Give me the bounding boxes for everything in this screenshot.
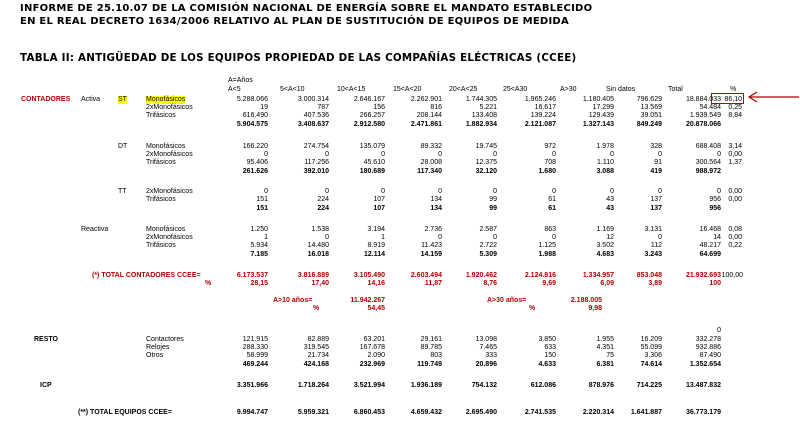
table-cell: 616.490 [242, 112, 268, 119]
table-cell: 300.564 [695, 159, 721, 166]
table-cell: 9,69 [542, 280, 556, 287]
table-cell: 2.695.490 [465, 409, 497, 416]
table-cell: 139.224 [530, 112, 556, 119]
table-cell: 878.976 [588, 382, 614, 389]
table-cell: 3,14 [728, 143, 742, 150]
table-cell: 17,40 [311, 280, 329, 287]
table-cell: 13.487.832 [685, 382, 721, 389]
row-label: Relojes [146, 344, 170, 351]
table-cell: 266.257 [359, 112, 385, 119]
table-cell: 167.678 [359, 344, 385, 351]
table-cell: 3.408.637 [297, 121, 329, 128]
table-cell: 39.051 [640, 112, 662, 119]
summary-label: A>10 años= [273, 297, 313, 304]
table-cell: 3.243 [644, 251, 662, 258]
table-cell: 5.288.066 [236, 96, 268, 103]
row-label: Monofásicos [146, 143, 186, 150]
table-cell: 0 [658, 151, 662, 158]
table-cell: 419 [650, 168, 662, 175]
table-cell: 117.256 [304, 159, 329, 166]
table-cell: 107 [373, 205, 385, 212]
row-label: Trifásicos [146, 242, 176, 249]
table-cell: 2.646.167 [353, 96, 385, 103]
table-cell: 0 [438, 151, 442, 158]
table-cell: 1.334.957 [582, 272, 614, 279]
table-cell: 2.741.535 [524, 409, 556, 416]
table-cell: 1 [264, 234, 268, 241]
table-cell: 3.194 [367, 226, 385, 233]
table-cell: 1.955 [596, 336, 614, 343]
summary-value: 9,98 [588, 305, 602, 312]
row-label: Monofásicos [146, 96, 186, 103]
table-cell: 932.886 [695, 344, 721, 351]
table-cell: 328 [650, 143, 662, 150]
column-caption: A=Años [228, 77, 253, 84]
table-cell: 5.309 [479, 251, 497, 258]
table-cell: 14.480 [307, 242, 329, 249]
table-cell: 4.659.432 [410, 409, 442, 416]
column-header: A<5 [228, 86, 241, 93]
table-cell: 21.932.693 [685, 272, 721, 279]
table-cell: 6.173.537 [236, 272, 268, 279]
table-cell: 988.972 [695, 168, 721, 175]
table-cell: 0 [493, 188, 497, 195]
table-cell: 5.904.575 [236, 121, 268, 128]
table-cell: 112 [650, 242, 662, 249]
table-cell: 0 [325, 151, 329, 158]
table-cell: 135.079 [359, 143, 385, 150]
table-cell: 13.098 [475, 336, 497, 343]
table-cell: 3,89 [648, 280, 662, 287]
table-cell: 19.745 [475, 143, 497, 150]
row-label: Trifásicos [146, 112, 176, 119]
table-cell: 3.850 [538, 336, 556, 343]
table-cell: 16.617 [534, 104, 556, 111]
total-equipos-label: (**) TOTAL EQUIPOS CCEE= [78, 409, 172, 416]
table-cell: 29.161 [420, 336, 442, 343]
table-cell: 151 [256, 196, 268, 203]
table-cell: 74.614 [640, 361, 662, 368]
table-cell: 274.754 [303, 143, 329, 150]
section-label-activa: Activa [81, 96, 101, 103]
column-header: 5<A<10 [280, 86, 305, 93]
table-cell: 18.884.033 [685, 96, 721, 103]
row-label: Contactores [146, 336, 184, 343]
table-cell: 849.249 [636, 121, 662, 128]
table-cell: 45.610 [363, 159, 385, 166]
table-cell: 5.934 [250, 242, 268, 249]
table-cell: 224 [317, 205, 329, 212]
table-cell: 43 [606, 205, 614, 212]
row-label: 2xMonofásicos [146, 188, 193, 195]
table-cell: 0 [325, 234, 329, 241]
table-cell: 0 [552, 188, 556, 195]
table-cell: 1.939.549 [689, 112, 721, 119]
table-cell: 469.244 [242, 361, 268, 368]
table-cell: 0,25 [728, 104, 742, 111]
table-cell: 1.718.264 [297, 382, 329, 389]
table-cell: 0 [610, 151, 614, 158]
table-cell: 2.912.580 [353, 121, 385, 128]
table-cell: 20.896 [475, 361, 497, 368]
table-cell: 1.352.654 [689, 361, 721, 368]
row-label: Monofásicos [146, 226, 186, 233]
table-cell: 633 [544, 344, 556, 351]
table-cell: 12.375 [475, 159, 497, 166]
section-label-contadores: CONTADORES [21, 96, 71, 103]
table-cell: 2.124.816 [524, 272, 556, 279]
table-cell: 688.408 [695, 143, 721, 150]
table-cell: 3.131 [644, 226, 662, 233]
table-cell: 2.587 [479, 226, 497, 233]
pct-label: % [529, 305, 536, 312]
table-cell: 0 [658, 234, 662, 241]
column-header: % [730, 86, 737, 93]
table-cell: 1.250 [250, 226, 268, 233]
table-cell: 816 [430, 104, 442, 111]
table-cell: 1.327.143 [582, 121, 614, 128]
summary-value: 54,45 [367, 305, 385, 312]
group-label-dt: DT [118, 143, 128, 150]
table-cell: 2.603.494 [410, 272, 442, 279]
table-cell: 89.785 [420, 344, 442, 351]
table-cell: 156 [373, 104, 385, 111]
table-cell: 107 [373, 196, 385, 203]
table-cell: 16.209 [640, 336, 662, 343]
table-cell: 55.099 [640, 344, 662, 351]
table-cell: 28.008 [420, 159, 442, 166]
table-cell: 0 [658, 188, 662, 195]
row-label: Otros [146, 352, 164, 359]
table-cell: 1.680 [538, 168, 556, 175]
table-cell: 137 [650, 196, 662, 203]
table-cell: 1,37 [728, 159, 742, 166]
table-cell: 8.919 [367, 242, 385, 249]
table-cell: 63.201 [363, 336, 385, 343]
table-cell: 1.978 [596, 143, 614, 150]
table-cell: 99 [489, 205, 497, 212]
table-cell: 1.744.305 [465, 96, 497, 103]
table-cell: 956 [709, 205, 721, 212]
table-cell: 3.000.314 [297, 96, 329, 103]
table-cell: 803 [430, 352, 442, 359]
table-cell: 2.220.314 [582, 409, 614, 416]
report-heading-line-1: INFORME DE 25.10.07 DE LA COMISIÓN NACIONAL DE ENERGÍA SOBRE EL MANDATO ESTABLECIDO [20, 3, 593, 14]
table-cell: 407.536 [303, 112, 329, 119]
table-cell: 261.626 [242, 168, 268, 175]
table-cell: 0 [381, 188, 385, 195]
table-cell: 2.090 [367, 352, 385, 359]
table-cell: 2.722 [479, 242, 497, 249]
table-cell: 319.545 [303, 344, 329, 351]
table-cell: 2.262.901 [410, 96, 442, 103]
table-cell: 129.439 [588, 112, 614, 119]
highlight-box [711, 93, 744, 104]
table-cell: 0 [381, 151, 385, 158]
table-cell: 0,00 [728, 196, 742, 203]
table-cell: 14 [713, 234, 721, 241]
table-cell: 19 [260, 104, 268, 111]
table-cell: 3.351.966 [236, 382, 268, 389]
table-cell: 99 [489, 196, 497, 203]
table-cell: 100,00 [721, 272, 743, 279]
table-cell: 6.381 [596, 361, 614, 368]
table-cell: 333 [485, 352, 497, 359]
table-cell: 714.225 [636, 382, 662, 389]
table-cell: 16.018 [307, 251, 329, 258]
table-title: TABLA II: ANTIGÜEDAD DE LOS EQUIPOS PROPIEDAD DE LAS COMPAÑÍAS ELÉCTRICAS (CCEE) [20, 52, 577, 64]
table-cell: 61 [548, 205, 556, 212]
table-cell: 54.484 [699, 104, 721, 111]
row-label: Trifásicos [146, 196, 176, 203]
group-label-tt: TT [118, 188, 127, 195]
table-cell: 3.521.994 [353, 382, 385, 389]
table-cell: 48.217 [699, 242, 721, 249]
table-cell: 1.169 [596, 226, 614, 233]
table-cell: 61 [548, 196, 556, 203]
table-cell: 1.920.462 [465, 272, 497, 279]
table-cell: 863 [544, 226, 556, 233]
table-cell: 16.468 [699, 226, 721, 233]
table-cell: 0,00 [728, 234, 742, 241]
table-cell: 3.306 [644, 352, 662, 359]
pct-label: % [313, 305, 320, 312]
arrow-left-icon [746, 91, 800, 103]
table-cell: 972 [544, 143, 556, 150]
row-label: 2xMonofásicos [146, 104, 193, 111]
table-cell: 11,87 [424, 280, 442, 287]
table-cell: 119.749 [417, 361, 442, 368]
table-cell: 224 [317, 196, 329, 203]
table-cell: 21.734 [307, 352, 329, 359]
table-cell: 3.816.889 [297, 272, 329, 279]
table-cell: 14,16 [367, 280, 385, 287]
table-cell: 1.110 [597, 159, 614, 166]
summary-label: A>30 años= [487, 297, 527, 304]
table-cell: 86,10 [724, 96, 742, 103]
table-cell: 2.736 [424, 226, 442, 233]
table-cell: 32.120 [475, 168, 497, 175]
table-cell: 87.490 [699, 352, 721, 359]
table-cell: 1.965.246 [524, 96, 556, 103]
table-cell: 36.773.179 [685, 409, 721, 416]
table-cell: 4.633 [538, 361, 556, 368]
table-cell: 2.121.087 [524, 121, 556, 128]
group-label-st: ST [118, 96, 127, 103]
table-cell: 1.180.405 [582, 96, 614, 103]
table-cell: 100 [709, 280, 721, 287]
table-cell: 9.994.747 [236, 409, 268, 416]
table-cell: 956 [709, 196, 721, 203]
summary-value: 11.942.267 [350, 297, 385, 304]
table-cell: 4.351 [596, 344, 614, 351]
table-cell: 133.408 [471, 112, 497, 119]
table-cell: 0 [264, 151, 268, 158]
table-cell: 11.423 [421, 242, 442, 249]
table-cell: 4.683 [596, 251, 614, 258]
table-cell: 1 [381, 234, 385, 241]
table-cell: 151 [256, 205, 268, 212]
table-cell: 0 [552, 151, 556, 158]
row-label: 2xMonofásicos [146, 234, 193, 241]
table-cell: 7.185 [250, 251, 268, 258]
table-cell: 5.959.321 [297, 409, 329, 416]
table-cell: 58.999 [246, 352, 268, 359]
table-cell: 0,00 [728, 188, 742, 195]
table-cell: 0 [493, 234, 497, 241]
table-cell: 134 [430, 205, 442, 212]
table-cell: 180.689 [359, 168, 385, 175]
table-cell: 3.502 [596, 242, 614, 249]
table-cell: 1.882.934 [465, 121, 497, 128]
table-cell: 0 [264, 188, 268, 195]
column-header: 15<A<20 [393, 86, 422, 93]
table-cell: 424.168 [303, 361, 329, 368]
table-cell: 2.471.861 [410, 121, 442, 128]
section-label-reactiva: Reactiva [81, 226, 109, 233]
table-cell: 0,22 [728, 242, 742, 249]
table-cell: 1.988 [538, 251, 556, 258]
table-cell: 95.406 [246, 159, 268, 166]
table-cell: 166.220 [242, 143, 268, 150]
section-label-icp: ICP [40, 382, 52, 389]
table-cell: 0,08 [728, 226, 742, 233]
table-cell: 1.936.189 [410, 382, 442, 389]
table-cell: 0 [438, 188, 442, 195]
table-cell: 708 [544, 159, 556, 166]
table-cell: 0 [552, 234, 556, 241]
table-cell: 20.878.066 [685, 121, 721, 128]
table-cell: 787 [317, 104, 329, 111]
table-cell: 754.132 [471, 382, 497, 389]
table-cell: 14.159 [420, 251, 442, 258]
table-cell: 1.125 [538, 242, 556, 249]
column-header: 25<A30 [503, 86, 528, 93]
table-cell: 137 [650, 205, 662, 212]
pct-label: % [205, 280, 212, 287]
table-cell: 0 [610, 188, 614, 195]
table-cell: 0,00 [728, 151, 742, 158]
table-cell: 43 [606, 196, 614, 203]
report-heading-line-2: EN EL REAL DECRETO 1634/2006 RELATIVO AL PLAN DE SUSTITUCIÓN DE EQUIPOS DE MEDIDA [20, 16, 569, 27]
section-label-resto: RESTO [34, 336, 58, 343]
table-cell: 612.086 [530, 382, 556, 389]
table-cell: 0 [325, 188, 329, 195]
table-cell: 89.332 [420, 143, 442, 150]
column-header: 10<A<15 [337, 86, 366, 93]
table-cell: 75 [606, 352, 614, 359]
table-cell: 13.569 [640, 104, 662, 111]
table-cell: 288.330 [242, 344, 268, 351]
total-contadores-label: (*) TOTAL CONTADORES CCEE= [92, 272, 201, 279]
table-cell: 17.299 [592, 104, 614, 111]
table-cell: 853.048 [636, 272, 662, 279]
table-cell: 208.144 [416, 112, 442, 119]
table-cell: 121.915 [242, 336, 268, 343]
table-cell: 796.629 [636, 96, 662, 103]
table-cell: 1.538 [311, 226, 329, 233]
table-cell: 64.699 [699, 251, 721, 258]
table-cell: 0 [717, 327, 721, 334]
column-header: A>30 [560, 86, 577, 93]
row-label: Trifásicos [146, 159, 176, 166]
table-cell: 1.641.887 [630, 409, 662, 416]
table-cell: 82.889 [307, 336, 329, 343]
table-cell: 8,84 [728, 112, 742, 119]
row-label: 2xMonofásicos [146, 151, 193, 158]
table-cell: 8,76 [483, 280, 497, 287]
table-cell: 392.010 [303, 168, 329, 175]
table-cell: 3.105.490 [353, 272, 385, 279]
table-cell: 0 [438, 234, 442, 241]
column-header: Sin datos [606, 86, 636, 93]
column-header: Total [668, 86, 683, 93]
table-cell: 12.114 [363, 251, 385, 258]
table-cell: 91 [654, 159, 662, 166]
table-cell: 150 [544, 352, 556, 359]
table-cell: 7.465 [479, 344, 497, 351]
table-cell: 0 [717, 188, 721, 195]
table-cell: 332.278 [695, 336, 721, 343]
summary-value: 2.188.005 [570, 297, 602, 304]
table-cell: 6,09 [600, 280, 614, 287]
table-cell: 117.340 [417, 168, 442, 175]
table-cell: 232.969 [359, 361, 385, 368]
table-cell: 5.221 [479, 104, 497, 111]
table-cell: 12 [606, 234, 614, 241]
table-cell: 0 [493, 151, 497, 158]
table-cell: 28,15 [250, 280, 268, 287]
table-cell: 6.860.453 [353, 409, 385, 416]
column-header: 20<A<25 [449, 86, 478, 93]
table-cell: 0 [717, 151, 721, 158]
table-cell: 134 [430, 196, 442, 203]
table-cell: 3.088 [596, 168, 614, 175]
